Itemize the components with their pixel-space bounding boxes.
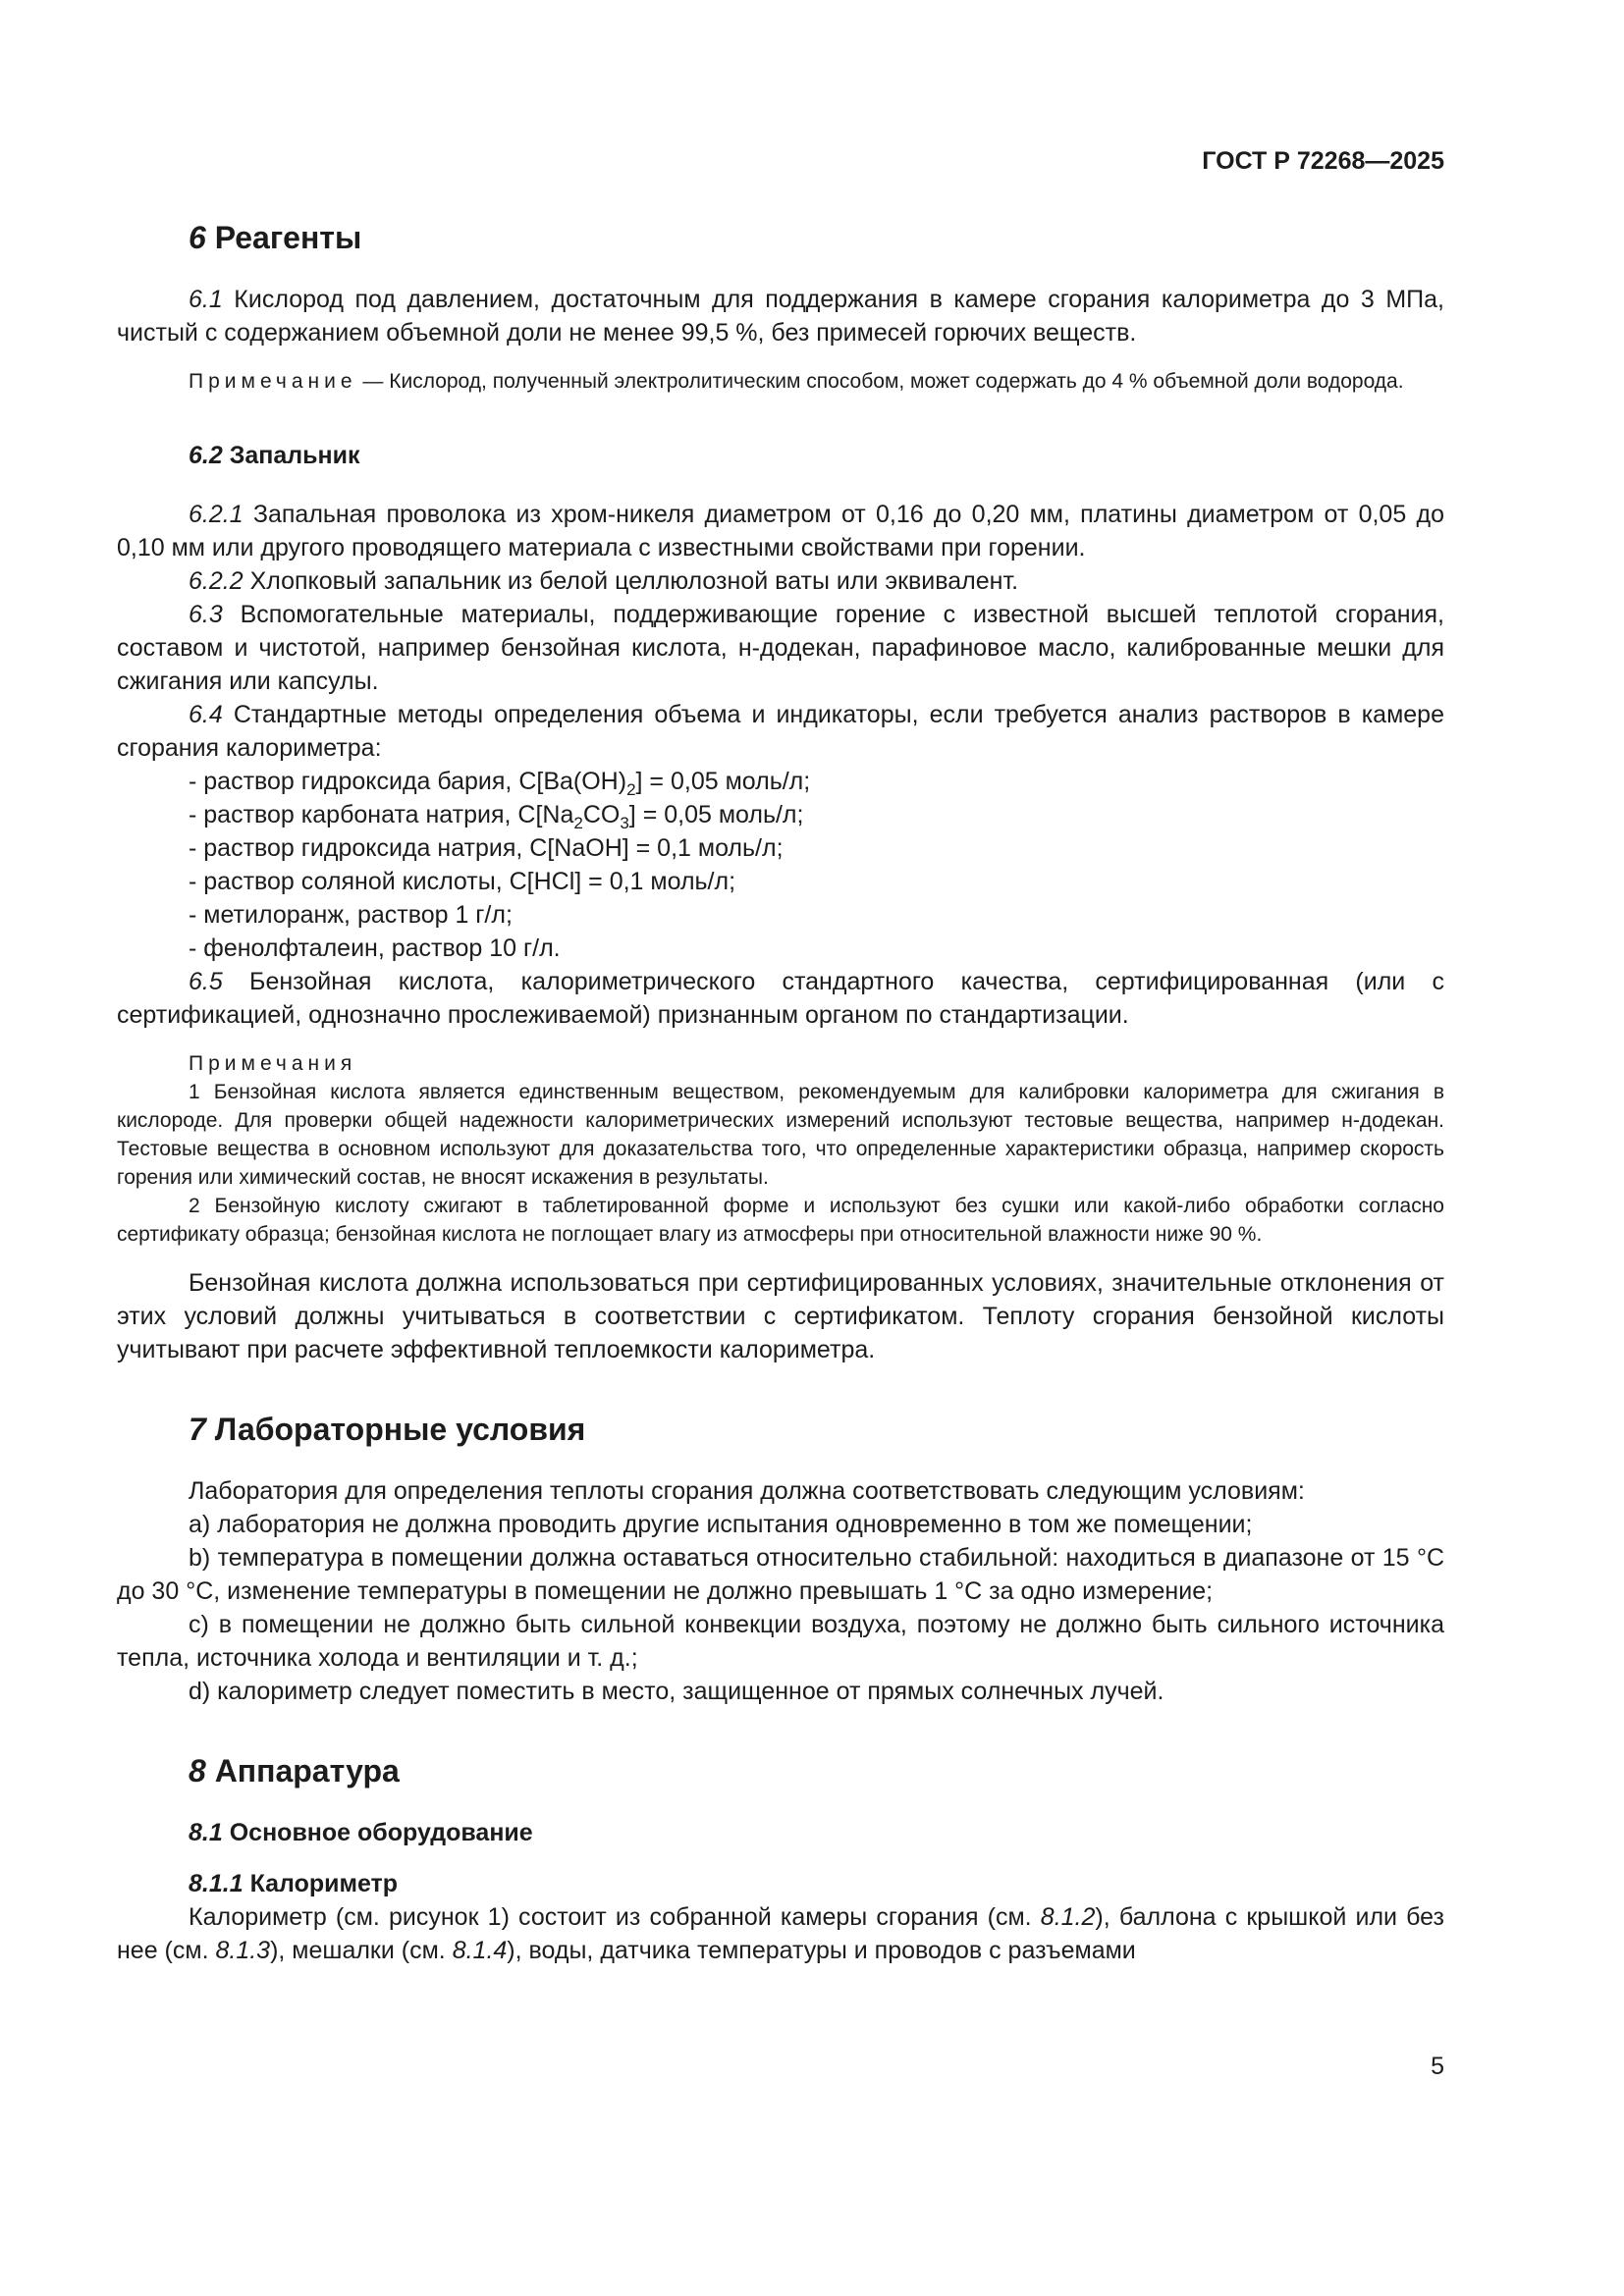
clause-6-3: 6.3 Вспомогательные материалы, поддерживающие горение с известной высшей теплотой сгорания, составом и чистотой, например бензойная кислота, н-додекан, парафиновое масло, калиброванные мешки для сжигания или капсулы. [117, 601, 1444, 695]
benzoic-acid-paragraph: Бензойная кислота должна использоваться при сертифицированных условиях, значительные отклонения от этих условий должны учитываться в соответствии с сертификатом. Теплоту сгорания бензойной кислоты учитывают при расчете эффективной теплоемкости калориметра. [117, 1269, 1444, 1363]
page-content [117, 218, 1444, 1967]
clause-6-4: 6.4 Стандартные методы определения объема и индикаторы, если требуется анализ растворов в камере сгорания калориметра: [117, 701, 1444, 762]
reference-8-1-3: 8.1.3 [215, 1937, 271, 1964]
note-6-1: Примечание — Кислород, полученный электролитическим способом, может содержать до 4 % объемной доли водорода. [189, 370, 1404, 393]
subsection-8-1-1-heading: 8.1.1 Калориметр [189, 1870, 399, 1897]
clause-6-1: 6.1 Кислород под давлением, достаточным для поддержания в камере сгорания калориметра до 3 МПа, чистый с содержанием объемной доли не менее 99,5 %, без примесей горючих веществ. [117, 286, 1444, 347]
clause-6-2-1: 6.2.1 Запальная проволока из хром-никеля диаметром от 0,16 до 0,20 мм, платины диаметром от 0,05 до 0,10 мм или другого проводящего материала с известными свойствами при горении. [117, 501, 1444, 561]
document-id-header: ГОСТ Р 72268—2025 [1202, 147, 1444, 175]
page-number: 5 [1431, 2053, 1444, 2080]
clause-6-5: 6.5 Бензойная кислота, калориметрического стандартного качества, сертифицированная (или с сертификацией, однозначно прослеживаемой) признанным органом по стандартизации. [117, 968, 1445, 1029]
list-item: - раствор соляной кислоты, C[HCl] = 0,1 моль/л; [189, 868, 736, 895]
section-7-heading: 7 Лабораторные условия [189, 1412, 586, 1447]
lab-condition-c: c) в помещении не должно быть сильной конвекции воздуха, поэтому не должно быть сильного источника тепла, источника холода и вентиляции и т. д.; [117, 1611, 1444, 1672]
subsection-8-1-heading: 8.1 Основное оборудование [189, 1819, 533, 1846]
reference-8-1-4: 8.1.4 [452, 1937, 508, 1964]
clause-6-2-2: 6.2.2 Хлопковый запальник из белой целлюлозной ваты или эквивалент. [189, 567, 1019, 595]
lab-condition-a: а) лаборатория не должна проводить другие испытания одновременно в том же помещении; [189, 1511, 1253, 1538]
calorimeter-paragraph: Калориметр (см. рисунок 1) состоит из собранной камеры сгорания (см. 8.1.2), баллона с крышкой или без нее (см. 8.1.3), мешалки (см. 8.1.4), воды, датчика температуры и проводов с разъемами [117, 1903, 1445, 1964]
list-item: - метилоранж, раствор 1 г/л; [189, 901, 513, 929]
note-1: 1 Бензойная кислота является единственным веществом, рекомендуемым для калибровки калориметра для сжигания в кислороде. Для проверки общей надежности калориметрических измерений используют тестовые вещества, например н-додекан. Тестовые вещества в основном используют для доказательства того, что определенные характеристики образца, например скорость горения или химический состав, не вносят искажения в результаты. [117, 1081, 1444, 1189]
lab-condition-d: d) калориметр следует поместить в место, защищенное от прямых солнечных лучей. [189, 1678, 1164, 1705]
section-8-heading: 8 Аппаратура [189, 1753, 400, 1789]
lab-condition-b: b) температура в помещении должна оставаться относительно стабильной: находиться в диапазоне от 15 °С до 30 °С, изменение температуры в помещении не должно превышать 1 °С за одно измерение; [117, 1544, 1444, 1605]
list-item: - раствор гидроксида натрия, C[NaOH] = 0,1 моль/л; [189, 834, 784, 862]
list-item: - раствор гидроксида бария, $C[Ba(OH)_2] = 0,05$ моль/л; [189, 768, 811, 799]
subsection-6-2-heading: 6.2 Запальник [189, 442, 360, 469]
section-6-heading: 6 Реагенты [189, 220, 362, 255]
reference-8-1-2: 8.1.2 [1040, 1903, 1096, 1931]
note-2: 2 Бензойную кислоту сжигают в таблетированной форме и используют без сушки или какой-либо обработки согласно сертификату образца; бензойная кислота не поглощает влагу из атмосферы при относительной влажности ниже 90 %. [117, 1195, 1444, 1246]
list-item: - фенолфталеин, раствор 10 г/л. [189, 934, 561, 962]
list-item: - раствор карбоната натрия, $C[Na_2CO_3] = 0,05$ моль/л; [189, 801, 804, 832]
lab-intro: Лаборатория для определения теплоты сгорания должна соответствовать следующим условиям: [189, 1477, 1305, 1505]
notes-label: Примечания [189, 1052, 357, 1075]
